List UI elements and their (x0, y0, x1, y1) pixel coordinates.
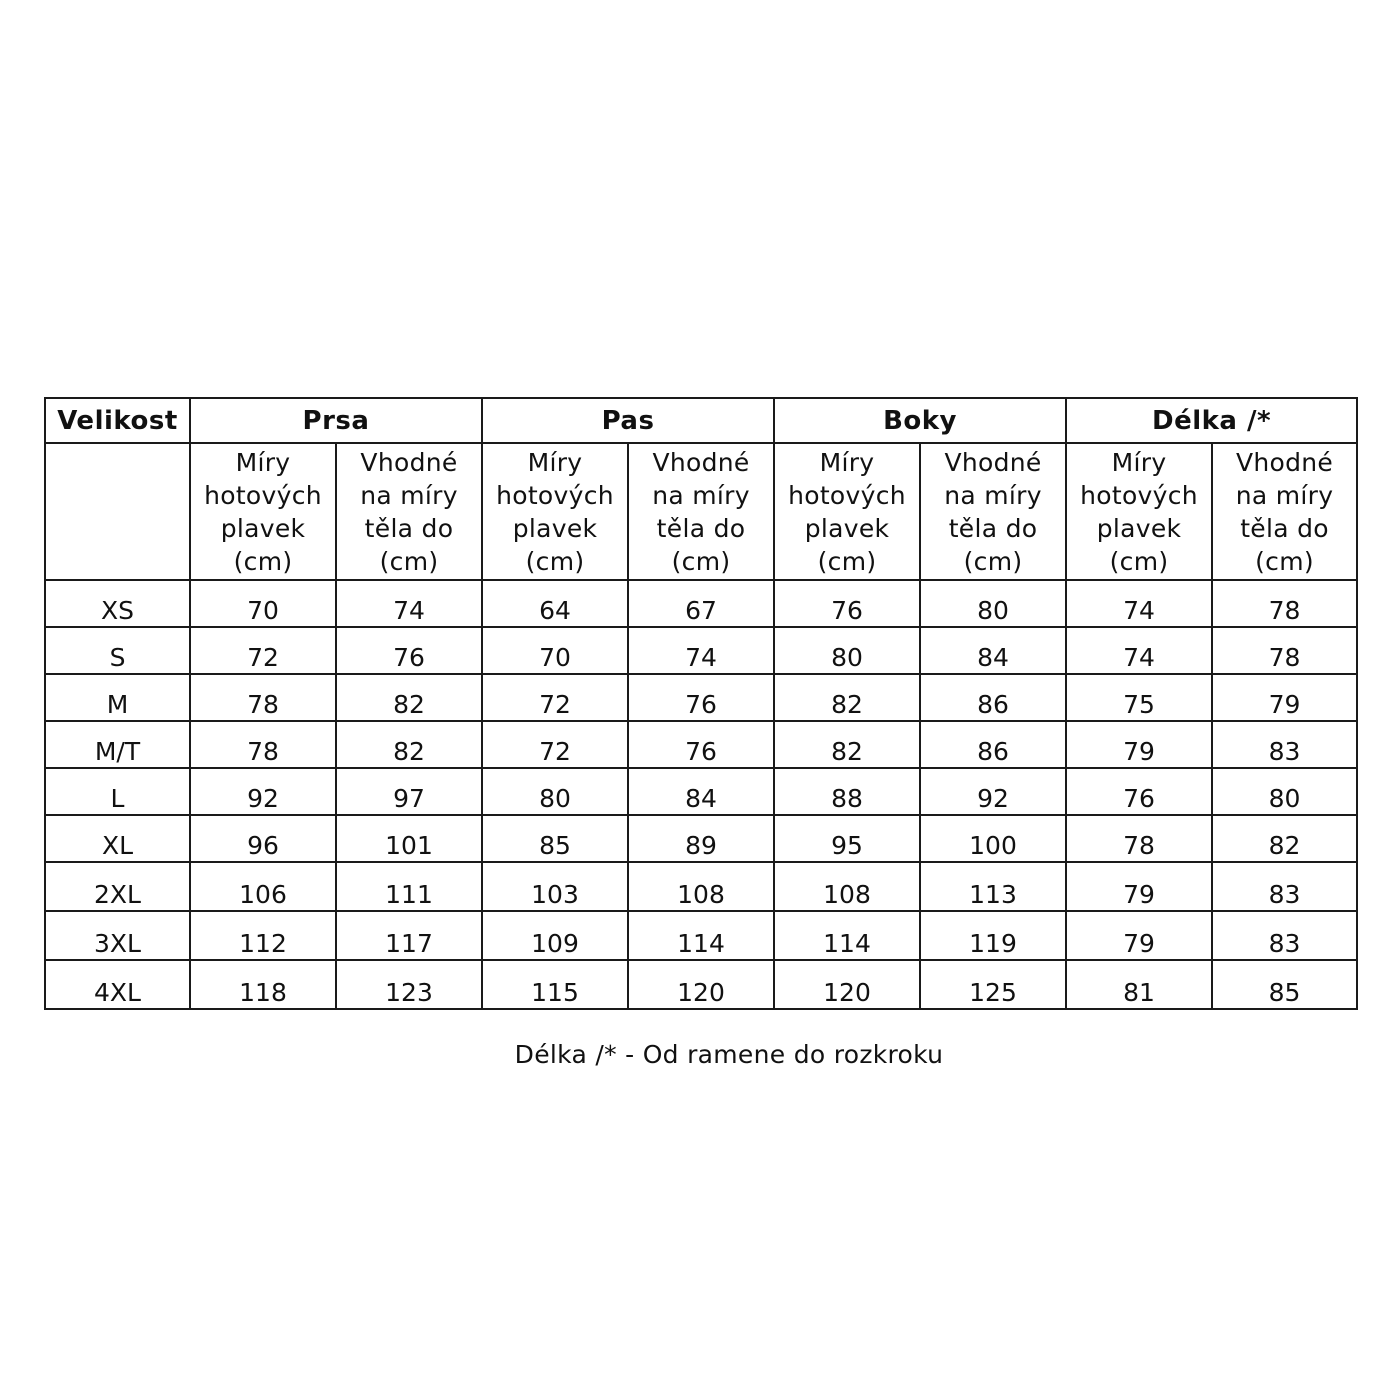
sub-header-line: Vhodné (652, 448, 750, 477)
sub-header-line: (cm) (1255, 547, 1314, 576)
group-header-pas: Pas (482, 398, 774, 443)
measurement-cell: 96 (190, 815, 336, 862)
measurement-cell: 64 (482, 580, 628, 627)
size-label-cell: 2XL (45, 862, 190, 911)
sub-header-line: (cm) (963, 547, 1023, 576)
measurement-cell: 85 (1212, 960, 1357, 1009)
sub-header-line: těla do (1240, 514, 1329, 543)
measurement-cell: 76 (628, 721, 774, 768)
measurement-cell: 80 (482, 768, 628, 815)
sub-header-line: hotových (1080, 481, 1198, 510)
sub-header-line: plavek (1096, 514, 1182, 543)
size-label-cell: M/T (45, 721, 190, 768)
size-label-cell: L (45, 768, 190, 815)
sub-header-body-measure (336, 443, 482, 580)
measurement-cell: 115 (482, 960, 628, 1009)
sub-header-line: (cm) (379, 547, 439, 576)
measurement-cell: 79 (1066, 911, 1212, 960)
sub-header-line: těla do (364, 514, 454, 543)
table-row (45, 580, 1357, 627)
sub-header-line: hotových (204, 481, 322, 510)
measurement-cell: 72 (482, 674, 628, 721)
measurement-cell: 108 (774, 862, 920, 911)
group-header-row (45, 398, 1357, 443)
measurement-cell: 119 (920, 911, 1066, 960)
sub-header-line: na míry (652, 481, 750, 510)
measurement-cell: 76 (628, 674, 774, 721)
measurement-cell: 74 (1066, 627, 1212, 674)
table-row (45, 862, 1357, 911)
group-header-delka: Délka /* (1066, 398, 1357, 443)
sub-header-line: Míry (1111, 448, 1167, 477)
measurement-cell: 81 (1066, 960, 1212, 1009)
measurement-cell: 120 (774, 960, 920, 1009)
sub-header-line: plavek (512, 514, 598, 543)
measurement-cell: 123 (336, 960, 482, 1009)
measurement-cell: 78 (1212, 580, 1357, 627)
measurement-cell: 80 (774, 627, 920, 674)
size-label-cell: 4XL (45, 960, 190, 1009)
measurement-cell: 78 (190, 721, 336, 768)
sub-header-line: na míry (1235, 481, 1334, 510)
sub-header-line: (cm) (671, 547, 731, 576)
measurement-cell: 67 (628, 580, 774, 627)
measurement-cell: 79 (1066, 721, 1212, 768)
measurement-cell: 86 (920, 674, 1066, 721)
size-label-cell: M (45, 674, 190, 721)
measurement-cell: 84 (628, 768, 774, 815)
measurement-cell: 97 (336, 768, 482, 815)
measurement-cell: 74 (1066, 580, 1212, 627)
sub-header-line: (cm) (817, 547, 877, 576)
measurement-cell: 75 (1066, 674, 1212, 721)
sub-header-finished-measure (1066, 443, 1212, 580)
measurement-cell: 83 (1212, 721, 1357, 768)
measurement-cell: 80 (920, 580, 1066, 627)
measurement-cell: 125 (920, 960, 1066, 1009)
footnote: Délka /* - Od ramene do rozkroku (514, 1040, 944, 1069)
measurement-cell: 80 (1212, 768, 1357, 815)
sub-header-line: hotových (788, 481, 906, 510)
measurement-cell: 74 (628, 627, 774, 674)
table-row (45, 815, 1357, 862)
sub-header-line: na míry (360, 481, 458, 510)
measurement-cell: 118 (190, 960, 336, 1009)
sub-header-line: Míry (527, 448, 583, 477)
measurement-cell: 89 (628, 815, 774, 862)
measurement-cell: 120 (628, 960, 774, 1009)
measurement-cell: 109 (482, 911, 628, 960)
measurement-cell: 117 (336, 911, 482, 960)
group-header-boky: Boky (774, 398, 1066, 443)
measurement-cell: 79 (1212, 674, 1357, 721)
table-row (45, 768, 1357, 815)
group-header-prsa: Prsa (190, 398, 482, 443)
measurement-cell: 72 (482, 721, 628, 768)
sub-header-line: (cm) (1109, 547, 1169, 576)
table-row (45, 627, 1357, 674)
sub-header-line: Vhodné (1235, 448, 1334, 477)
measurement-cell: 86 (920, 721, 1066, 768)
table-body (45, 580, 1357, 1009)
measurement-cell: 83 (1212, 911, 1357, 960)
sub-header-line: těla do (656, 514, 746, 543)
measurement-cell: 100 (920, 815, 1066, 862)
measurement-cell: 82 (1212, 815, 1357, 862)
measurement-cell: 82 (774, 721, 920, 768)
sub-header-finished-measure (774, 443, 920, 580)
table-row (45, 674, 1357, 721)
measurement-cell: 74 (336, 580, 482, 627)
measurement-cell: 95 (774, 815, 920, 862)
measurement-cell: 82 (336, 674, 482, 721)
size-column-header: Velikost (45, 398, 190, 443)
measurement-cell: 83 (1212, 862, 1357, 911)
table-row (45, 960, 1357, 1009)
sub-header-line: Míry (819, 448, 875, 477)
measurement-cell: 72 (190, 627, 336, 674)
sub-header-line: hotových (496, 481, 614, 510)
measurement-cell: 101 (336, 815, 482, 862)
size-chart-table (44, 397, 1358, 1010)
measurement-cell: 76 (1066, 768, 1212, 815)
measurement-cell: 78 (1066, 815, 1212, 862)
sub-header-line: Vhodné (944, 448, 1042, 477)
measurement-cell: 92 (920, 768, 1066, 815)
measurement-cell: 84 (920, 627, 1066, 674)
measurement-cell: 70 (190, 580, 336, 627)
measurement-cell: 114 (628, 911, 774, 960)
sub-header-finished-measure (482, 443, 628, 580)
sub-header-body-measure (920, 443, 1066, 580)
measurement-cell: 82 (336, 721, 482, 768)
sub-header-line: těla do (948, 514, 1038, 543)
measurement-cell: 78 (190, 674, 336, 721)
size-label-cell: S (45, 627, 190, 674)
sub-header-line: Vhodné (360, 448, 458, 477)
table-row (45, 911, 1357, 960)
measurement-cell: 106 (190, 862, 336, 911)
measurement-cell: 78 (1212, 627, 1357, 674)
measurement-cell: 112 (190, 911, 336, 960)
sub-header-line: plavek (804, 514, 890, 543)
measurement-cell: 92 (190, 768, 336, 815)
measurement-cell: 70 (482, 627, 628, 674)
sub-header-line: plavek (220, 514, 306, 543)
sub-header-body-measure (1212, 443, 1357, 580)
table-row (45, 721, 1357, 768)
size-label-cell: 3XL (45, 911, 190, 960)
sub-header-row (45, 443, 1357, 580)
measurement-cell: 103 (482, 862, 628, 911)
measurement-cell: 113 (920, 862, 1066, 911)
measurement-cell: 79 (1066, 862, 1212, 911)
measurement-cell: 76 (336, 627, 482, 674)
measurement-cell: 111 (336, 862, 482, 911)
measurement-cell: 108 (628, 862, 774, 911)
measurement-cell: 88 (774, 768, 920, 815)
sub-header-line: Míry (235, 448, 291, 477)
empty-header-cell (45, 443, 190, 580)
sub-header-line: (cm) (233, 547, 293, 576)
sub-header-line: (cm) (525, 547, 585, 576)
measurement-cell: 85 (482, 815, 628, 862)
measurement-cell: 114 (774, 911, 920, 960)
sub-header-finished-measure (190, 443, 336, 580)
sub-header-body-measure (628, 443, 774, 580)
size-label-cell: XL (45, 815, 190, 862)
measurement-cell: 76 (774, 580, 920, 627)
size-label-cell: XS (45, 580, 190, 627)
sub-header-line: na míry (944, 481, 1042, 510)
measurement-cell: 82 (774, 674, 920, 721)
